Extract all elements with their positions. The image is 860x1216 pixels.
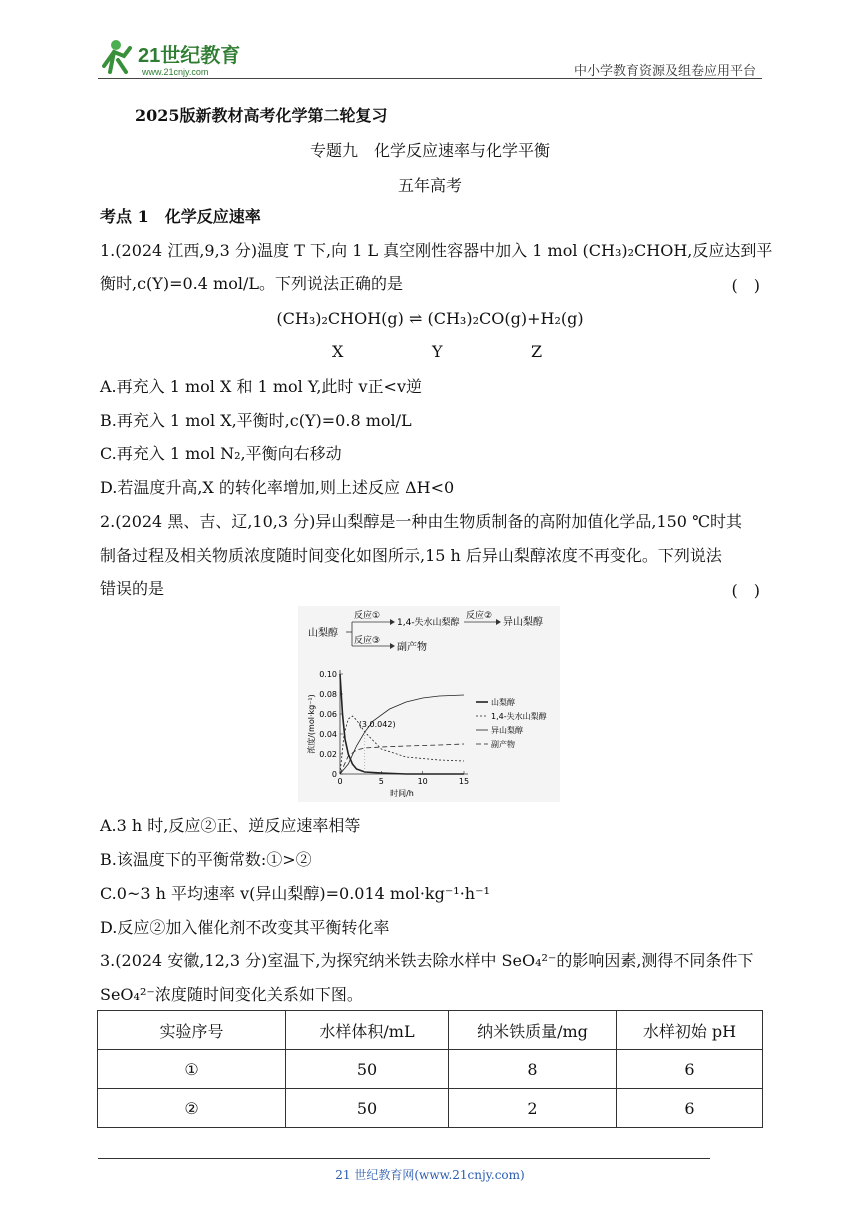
legend-label: 异山梨醇 — [491, 726, 523, 735]
y-axis-label: 浓度/(mol·kg⁻¹) — [307, 694, 316, 754]
x-tick-label: 0 — [337, 777, 343, 786]
logo-text: 21世纪教育 — [138, 45, 241, 67]
table-cell: 50 — [286, 1089, 449, 1128]
scheme-end: 异山梨醇 — [503, 617, 543, 628]
header-divider — [98, 78, 762, 79]
scheme-r2: 反应② — [466, 611, 493, 621]
table-cell: 2 — [449, 1089, 617, 1128]
footer-text: 21 世纪教育网(www.21cnjy.com) — [335, 1168, 525, 1182]
section-title: 五年高考 — [397, 176, 462, 195]
x-axis-label: 时间/h — [390, 789, 414, 798]
table-cell: 6 — [617, 1050, 763, 1089]
footer-divider — [98, 1158, 710, 1159]
brand-logo — [96, 36, 256, 78]
concentration-chart — [306, 670, 547, 798]
q1-option-a: A.再充入 1 mol X 和 1 mol Y,此时 v正<v逆 — [100, 377, 422, 396]
table-header-cell: 纳米铁质量/mg — [449, 1011, 617, 1050]
table-header-row — [98, 1011, 763, 1050]
q3-line2: SeO₄²⁻浓度随时间变化关系如下图。 — [100, 985, 363, 1004]
q2-figure — [298, 606, 560, 802]
y-tick-label: 0.08 — [319, 690, 337, 699]
scheme-r3: 反应③ — [354, 636, 381, 646]
y-tick-label: 0.10 — [319, 670, 337, 679]
y-tick-label: 0.02 — [319, 750, 337, 759]
table-cell: 8 — [449, 1050, 617, 1089]
q2-line1: 2.(2024 黑、吉、辽,10,3 分)异山梨醇是一种由生物质制备的高附加值化学品,150 ℃时其 — [100, 512, 742, 531]
table-cell: 50 — [286, 1050, 449, 1089]
q1-answer-paren: ( ) — [731, 276, 760, 295]
doc-title: 2025版新教材高考化学第二轮复习 — [135, 106, 388, 125]
table-cell: ② — [98, 1089, 286, 1128]
logo-url: www.21cnjy.com — [142, 67, 209, 77]
q2-line2: 制备过程及相关物质浓度随时间变化如图所示,15 h 后异山梨醇浓度不再变化。下列说法 — [100, 546, 722, 565]
y-tick-label: 0 — [331, 770, 337, 779]
q1-equation: (CH₃)₂CHOH(g) ⇌ (CH₃)₂CO(g)+H₂(g) — [276, 309, 584, 328]
table-header-cell: 水样体积/mL — [286, 1011, 449, 1050]
x-tick-label: 15 — [458, 777, 470, 786]
table-row — [98, 1050, 763, 1089]
scheme-start: 山梨醇 — [308, 628, 338, 639]
doc-subtitle: 专题九 化学反应速率与化学平衡 — [309, 141, 550, 160]
q1-option-d: D.若温度升高,X 的转化率增加,则上述反应 ΔH<0 — [100, 478, 455, 497]
legend-label: 1,4-失水山梨醇 — [491, 712, 547, 721]
y-tick-label: 0.04 — [319, 730, 337, 739]
q1-line1: 1.(2024 江西,9,3 分)温度 T 下,向 1 L 真空刚性容器中加入 1 mol (CH₃)₂CHOH,反应达到平 — [100, 241, 773, 260]
table-cell: ① — [98, 1050, 286, 1089]
q1-label-y: Y — [432, 342, 443, 361]
x-tick-label: 5 — [378, 777, 384, 786]
q3-line1: 3.(2024 安徽,12,3 分)室温下,为探究纳米铁去除水样中 SeO₄²⁻的影响因素,测得不同条件下 — [100, 951, 754, 970]
kaodian-heading: 考点 1 化学反应速率 — [100, 207, 261, 226]
legend-label: 副产物 — [491, 740, 515, 749]
q1-option-b: B.再充入 1 mol X,平衡时,c(Y)=0.8 mol/L — [100, 411, 412, 430]
table-header-cell: 实验序号 — [98, 1011, 286, 1050]
platform-tagline: 中小学教育资源及组卷应用平台 — [573, 64, 756, 79]
q3-table — [97, 1010, 763, 1128]
table-header-cell: 水样初始 pH — [617, 1011, 763, 1050]
q2-line3: 错误的是 — [100, 579, 165, 598]
q2-option-a: A.3 h 时,反应②正、逆反应速率相等 — [100, 816, 361, 835]
q2-answer-paren: ( ) — [731, 581, 760, 600]
legend-label: 山梨醇 — [491, 698, 515, 707]
y-tick-label: 0.06 — [319, 710, 337, 719]
annotation-label: (3,0.042) — [358, 720, 396, 729]
scheme-side: 副产物 — [397, 642, 427, 653]
q1-label-x: X — [332, 342, 344, 361]
table-cell: 6 — [617, 1089, 763, 1128]
scheme-mid: 1,4-失水山梨醇 — [397, 618, 460, 628]
scheme-r1: 反应① — [354, 611, 381, 621]
q2-option-d: D.反应②加入催化剂不改变其平衡转化率 — [100, 918, 390, 937]
q1-option-c: C.再充入 1 mol N₂,平衡向右移动 — [100, 444, 342, 463]
q1-label-z: Z — [531, 342, 543, 361]
q2-option-b: B.该温度下的平衡常数:①>② — [100, 850, 312, 869]
x-tick-label: 10 — [417, 777, 428, 786]
series-line-3 — [340, 695, 464, 774]
table-row — [98, 1089, 763, 1128]
q2-option-c: C.0~3 h 平均速率 v(异山梨醇)=0.014 mol·kg⁻¹·h⁻¹ — [100, 884, 490, 903]
q1-line2: 衡时,c(Y)=0.4 mol/L。下列说法正确的是 — [100, 274, 403, 293]
